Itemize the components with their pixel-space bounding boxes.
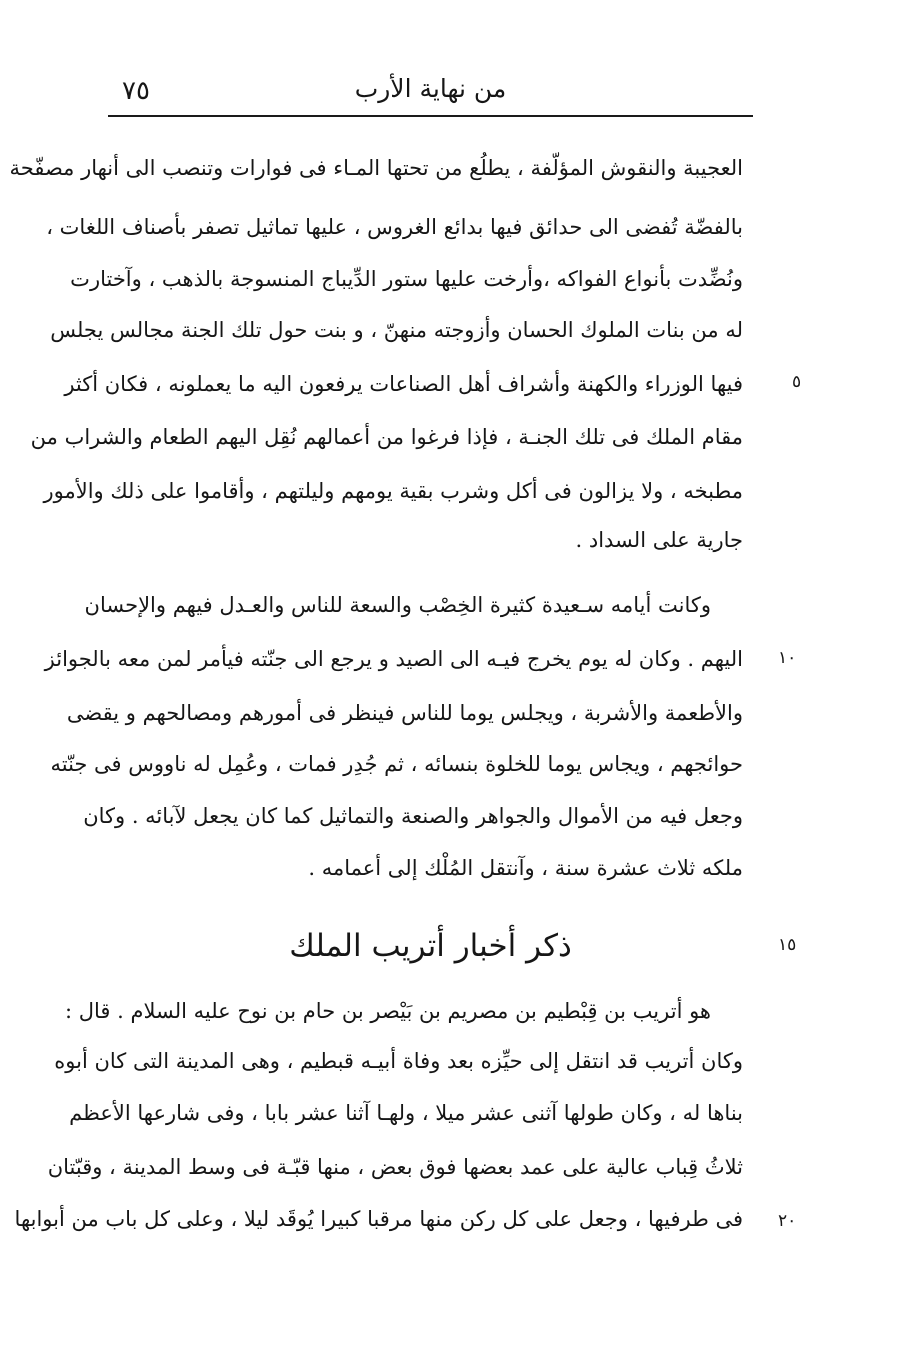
margin-line-number: ٢٠ <box>778 1211 797 1231</box>
text-line: حوائجهم ، ويجاس يوما للخلوة بنسائه ، ثم جُدِر فمات ، وعُمِل له ناووس فى جنّته <box>50 752 743 776</box>
text-line: وكانت أيامه سـعيدة كثيرة الخِصْب والسعة للناس والعـدل فيهم والإحسان <box>84 593 711 617</box>
margin-line-number: ٥ <box>792 372 802 392</box>
text-line: ملكه ثلاث عشرة سنة ، وآنتقل المُلْك إلى أعمامه . <box>308 856 743 880</box>
text-line: مطبخه ، ولا يزالون فى أكل وشرب بقية يومهم وليلتهم ، وأقاموا على ذلك والأمور <box>43 479 743 503</box>
text-line: بالفضّة تُفضى الى حدائق فيها بدائع الغروس ، عليها تماثيل تصفر بأصناف اللغات ، <box>46 215 743 239</box>
text-line: فى طرفيها ، وجعل على كل ركن منها مرقبا كبيرا يُوقَد ليلا ، وعلى كل باب من أبوابها <box>14 1207 743 1231</box>
margin-line-number: ١٥ <box>778 935 797 955</box>
text-line: وجعل فيه من الأموال والجواهر والصنعة والتماثيل كما كان يجعل لآبائه . وكان <box>83 804 743 828</box>
text-line: والأطعمة والأشربة ، ويجلس يوما للناس فينظر فى أمورهم ومصالحهم و يقضى <box>66 701 743 725</box>
page-number: ٧٥ <box>122 76 150 106</box>
text-line: له من بنات الملوك الحسان وأزوجته منهنّ ، و بنت حول تلك الجنة مجالس يجلس <box>50 318 743 342</box>
text-line: فيها الوزراء والكهنة وأشراف أهل الصناعات يرفعون اليه ما يعملونه ، فكان أكثر <box>64 372 743 396</box>
text-line: العجيبة والنقوش المؤلّفة ، يطلُع من تحتها المـاء فى فوارات وتنصب الى أنهار مصفّحة <box>9 156 743 180</box>
text-line: وكان أتريب قد انتقل إلى حيِّزه بعد وفاة أبيـه قبطيم ، وهى المدينة التى كان أبوه <box>54 1049 743 1073</box>
page-header <box>108 70 753 116</box>
text-line: بناها له ، وكان طولها آثنى عشر ميلا ، ولهـا آثنا عشر بابا ، وفى شارعها الأعظم <box>69 1101 743 1125</box>
header-rule <box>108 115 753 117</box>
text-line: ثلاثُ قِباب عالية على عمد بعضها فوق بعض ، منها قبّـة فى وسط المدينة ، وقبّتان <box>47 1155 743 1179</box>
margin-line-number: ١٠ <box>778 648 797 668</box>
text-line: مقام الملك فى تلك الجنـة ، فإذا فرغوا من أعمالهم نُقِل اليهم الطعام والشراب من <box>30 425 743 449</box>
text-line: هو أتريب بن قِبْطيم بن مصريم بن بَيْصر بن حام بن نوح عليه السلام . قال : <box>64 999 711 1023</box>
text-line: ونُضِّدت بأنواع الفواكه ،وأرخت عليها ستور الدِّيباج المنسوجة بالذهب ، وآختارت <box>70 267 743 291</box>
running-title: من نهاية الأرب <box>354 74 507 103</box>
section-heading: ذكر أخبار أتريب الملك <box>289 928 572 964</box>
text-line: جارية على السداد . <box>575 528 743 552</box>
text-line: اليهم . وكان له يوم يخرج فيـه الى الصيد و يرجع الى جنّته فيأمر لمن معه بالجوائز <box>44 647 743 671</box>
